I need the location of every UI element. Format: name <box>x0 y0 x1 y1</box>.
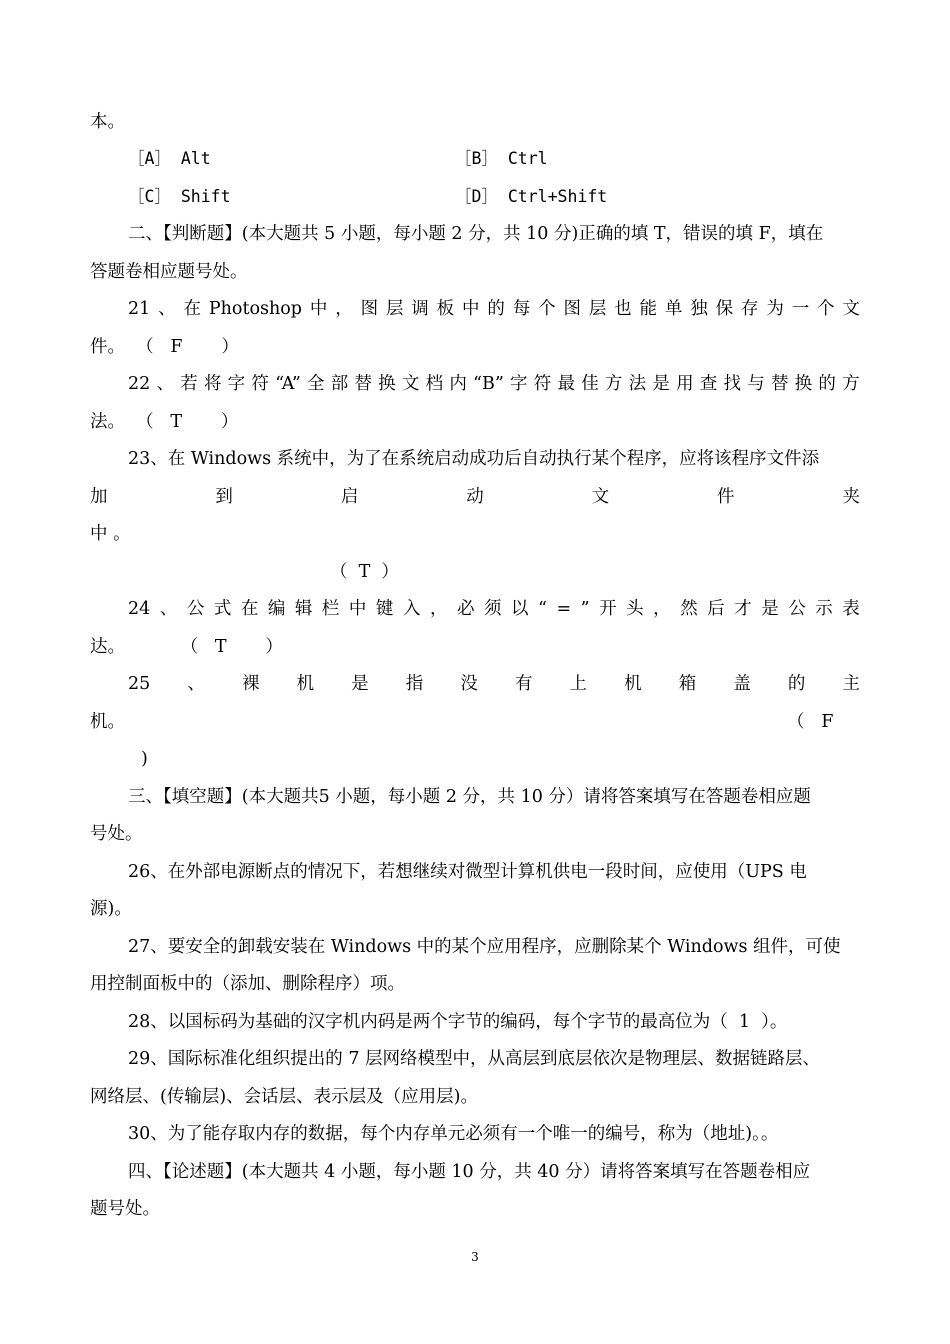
text-token: 后 <box>707 599 725 619</box>
text-token: 档 <box>425 374 444 394</box>
text-token: 辑 <box>294 599 313 619</box>
text-token: 21 <box>128 299 151 319</box>
text-token: 须 <box>483 599 502 619</box>
text-token: 25 <box>128 674 151 694</box>
text-token: 没 <box>460 674 478 694</box>
text-token: 方 <box>842 374 860 394</box>
text-token: 是 <box>761 599 779 619</box>
text-token: 到 <box>215 487 233 507</box>
text-token: 调 <box>411 299 429 319</box>
text-token: 中 <box>462 299 480 319</box>
text-token: 中 <box>348 599 367 619</box>
text-token: 一 <box>791 299 810 319</box>
text-token: “ <box>538 599 547 619</box>
text-token: 开 <box>599 599 617 619</box>
text-token: 部 <box>330 374 349 394</box>
text-token: 式 <box>213 599 232 619</box>
question-23-answer: （ T ） <box>330 562 399 582</box>
option-a: ［A］ Alt <box>128 149 211 168</box>
question-24-answer: 达。 （ T ） <box>90 637 283 657</box>
text-token: 公 <box>186 599 205 619</box>
text-token: 的 <box>487 299 505 319</box>
question-26: 26、在外部电源断点的情况下，若想继续对微型计算机供电一段时间，应使用（UPS 电 <box>128 862 807 882</box>
text-token: 若 <box>180 374 198 394</box>
text-token: 箱 <box>678 674 697 694</box>
text-token: 中 <box>309 299 328 319</box>
text-token: 动 <box>466 487 484 507</box>
section-3-header-cont: 号处。 <box>90 824 143 844</box>
text-token: 、 <box>156 374 174 394</box>
text-token: 存 <box>740 299 759 319</box>
question-22-answer: 法。 （ T ） <box>90 412 239 432</box>
text-token: 全 <box>307 374 325 394</box>
text-token: 找 <box>723 374 741 394</box>
question-23-cont2: 中 。 <box>90 524 131 544</box>
text-token: 上 <box>569 674 588 694</box>
text-token: 编 <box>267 599 286 619</box>
option-b: ［B］ Ctrl <box>455 149 548 168</box>
text-token: 才 <box>734 599 752 619</box>
section-4-header: 四、【论述题】(本大题共 4 小题，每小题 10 分，共 40 分）请将答案填写在答题卷相应 <box>128 1162 811 1182</box>
text-token: 文 <box>842 299 860 319</box>
text-token: 是 <box>351 674 369 694</box>
question-30: 30、为了能存取内存的数据，每个内存单元必须有一个唯一的编号，称为（地址)。。 <box>128 1124 779 1144</box>
text-token: 保 <box>715 299 734 319</box>
text-token: 启 <box>340 487 359 507</box>
question-25-close: ) <box>141 749 148 769</box>
text-token: 主 <box>842 674 860 694</box>
text-token: 表 <box>842 599 860 619</box>
text-token: Photoshop <box>208 299 302 319</box>
page-number: 3 <box>471 1250 479 1264</box>
text-token: 法 <box>628 374 647 394</box>
section-4-header-cont: 题号处。 <box>90 1199 160 1219</box>
text-token: 然 <box>680 599 698 619</box>
section-2-header: 二、【判断题】(本大题共 5 小题，每小题 2 分，共 10 分)正确的填 T，错误的填 F，填在 <box>128 224 824 244</box>
text-token: 与 <box>747 374 765 394</box>
text-token: 字 <box>510 374 528 394</box>
text-token: 查 <box>699 374 718 394</box>
text-token: 头 <box>626 599 644 619</box>
text-token: 栏 <box>321 599 340 619</box>
text-token: 独 <box>690 299 708 319</box>
option-d: ［D］ Ctrl+Shift <box>455 187 608 206</box>
question-21 <box>128 298 860 320</box>
text-token: 夹 <box>842 487 860 507</box>
text-token: 字 <box>227 374 246 394</box>
text-token: 必 <box>456 599 475 619</box>
text-token: 公 <box>788 599 806 619</box>
text-token: 文 <box>401 374 420 394</box>
text-token: 也 <box>614 299 632 319</box>
text-token: 将 <box>203 374 222 394</box>
text-token: 为 <box>766 299 784 319</box>
text-token: 、 <box>159 599 178 619</box>
text-token: 用 <box>676 374 694 394</box>
text-token: 、 <box>187 674 205 694</box>
question-21-answer: 件。 （ F ） <box>90 337 239 357</box>
question-29: 29、国际标准化组织提出的 7 层网络模型中，从高层到底层依次是物理层、数据链路层、 <box>128 1049 821 1069</box>
text-token: “A” <box>275 374 301 394</box>
text-token: “B” <box>473 374 504 394</box>
question-25-cont: 机。 <box>90 712 125 732</box>
text-token: 机 <box>624 674 642 694</box>
question-25-answer: （ F <box>787 712 834 732</box>
text-token: 层 <box>385 299 404 319</box>
text-token: 件 <box>717 487 735 507</box>
text-token: 每 <box>512 299 531 319</box>
option-c: ［C］ Shift <box>128 187 231 206</box>
text-token: 方 <box>604 374 623 394</box>
question-24 <box>128 598 860 620</box>
text-token: 符 <box>533 374 552 394</box>
text-token: 示 <box>815 599 833 619</box>
text-token: 有 <box>514 674 533 694</box>
question-29-cont: 网络层、(传输层)、会话层、表示层及（应用层)。 <box>90 1087 478 1107</box>
question-26-cont: 源)。 <box>90 899 132 919</box>
text-token: 换 <box>794 374 813 394</box>
question-23: 23、在 Windows 系统中，为了在系统启动成功后自动执行某个程序，应将该程序文件添 <box>128 449 820 469</box>
text-token: 入 <box>402 599 421 619</box>
text-token: 、 <box>158 299 176 319</box>
text-token: 机 <box>296 674 315 694</box>
question-25 <box>128 673 860 695</box>
text-token: 的 <box>787 674 806 694</box>
question-22 <box>128 373 860 395</box>
text-token: 盖 <box>733 674 751 694</box>
text-token: 佳 <box>581 374 599 394</box>
text-token: 符 <box>251 374 269 394</box>
q20-tail: 本。 <box>90 112 125 132</box>
text-token: 板 <box>436 299 455 319</box>
question-27-cont: 用控制面板中的（添加、删除程序）项。 <box>90 974 405 994</box>
text-token: 换 <box>378 374 396 394</box>
text-token: 能 <box>639 299 658 319</box>
text-token: 内 <box>449 374 467 394</box>
text-token: ， <box>429 599 448 619</box>
text-token: 在 <box>183 299 201 319</box>
section-3-header: 三、【填空题】(本大题共5 小题，每小题 2 分，共 10 分）请将答案填写在答题卷相应题 <box>128 787 811 807</box>
text-token: 指 <box>405 674 424 694</box>
text-token: 层 <box>588 299 607 319</box>
text-token: 最 <box>557 374 575 394</box>
text-token: 替 <box>770 374 789 394</box>
text-token: 键 <box>375 599 394 619</box>
text-token: 24 <box>128 599 151 619</box>
text-token: 是 <box>652 374 670 394</box>
question-28: 28、以国标码为基础的汉字机内码是两个字节的编码，每个字节的最高位为（ 1 ）。 <box>128 1012 788 1032</box>
text-token: 裸 <box>241 674 260 694</box>
question-23-cont <box>90 486 860 508</box>
section-2-header-cont: 答题卷相应题号处。 <box>90 262 248 282</box>
text-token: ， <box>335 299 353 319</box>
text-token: = <box>556 599 572 619</box>
text-token: 图 <box>360 299 379 319</box>
text-token: 的 <box>818 374 836 394</box>
text-token: 以 <box>511 599 529 619</box>
text-token: ” <box>580 599 590 619</box>
text-token: 文 <box>591 487 610 507</box>
text-token: 替 <box>354 374 372 394</box>
text-token: 个 <box>538 299 556 319</box>
text-token: 图 <box>563 299 581 319</box>
text-token: 加 <box>90 487 108 507</box>
text-token: 单 <box>664 299 683 319</box>
text-token: 在 <box>240 599 259 619</box>
question-27: 27、要安全的卸载安装在 Windows 中的某个应用程序，应删除某个 Windows 组件，可使 <box>128 937 841 957</box>
text-token: 个 <box>817 299 835 319</box>
text-token: 22 <box>128 374 151 394</box>
text-token: ， <box>653 599 671 619</box>
